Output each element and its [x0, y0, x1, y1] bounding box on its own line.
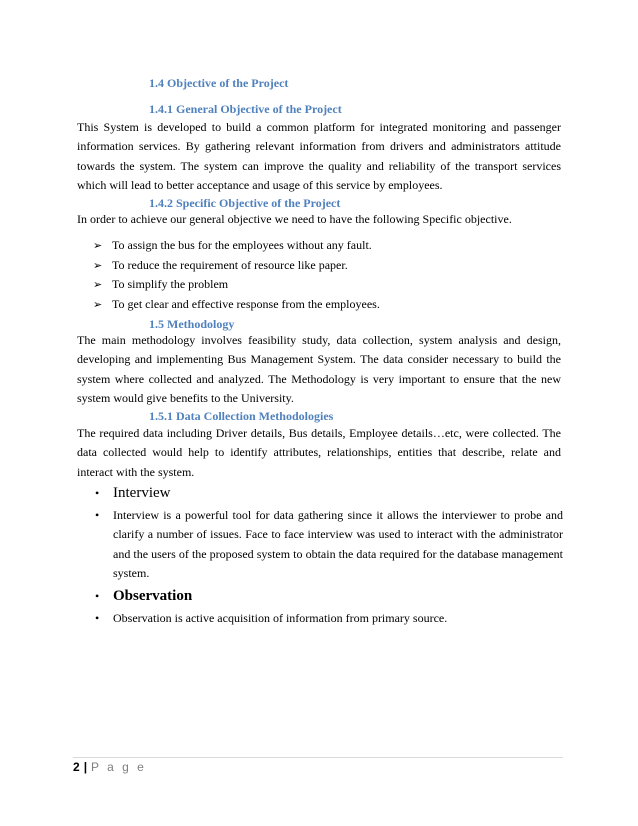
list-item: ➢ To reduce the requirement of resource like paper.: [93, 256, 380, 276]
list-item: ➢ To simplify the problem: [93, 275, 380, 295]
arrow-bullet-icon: ➢: [93, 278, 103, 291]
page-footer: [73, 760, 146, 774]
section-1-4-heading: 1.4 Objective of the Project: [149, 76, 289, 90]
bullet-dot-icon: •: [95, 508, 100, 522]
list-item: • Interview is a powerful tool for data gathering since it allows the interviewer to probe and clarify a number of issues. Face to face interview was used to interact with the administrator and the users of the proposed system to obtain the data required for the database management system.: [95, 508, 563, 581]
footer-separator: |: [83, 760, 88, 774]
section-1-4-1-heading: 1.4.1 General Objective of the Project: [149, 102, 342, 116]
arrow-bullet-icon: ➢: [93, 258, 103, 272]
arrow-bullet-icon: ➢: [93, 239, 103, 252]
data-collection-methods-list: [95, 484, 563, 631]
section-1-5-heading: 1.5 Methodology: [149, 317, 235, 331]
list-item: • Observation is active acquisition of information from primary source.: [95, 609, 563, 628]
list-item: • Observation: [95, 587, 193, 604]
footer-divider: [73, 757, 563, 758]
page-number: 2: [73, 760, 80, 774]
section-1-4-2-paragraph: In order to achieve our general objective we need to have the following Specific objective.: [77, 212, 512, 226]
section-1-5-1-paragraph: The required data including Driver details, Bus details, Employee details…etc, were collected. The data collected would help to identify attributes, relationships, entities that describe, relate and interact with the system.: [77, 426, 561, 479]
list-item: ➢ To assign the bus for the employees without any fault.: [93, 236, 380, 256]
section-1-4-1-paragraph: This System is developed to build a common platform for integrated monitoring and passenger information services. By gathering relevant information from drivers and administrators attitude towards the system. The system can improve the quality and reliability of the transport services which will lead to better acceptance and usage of this service by employees.: [77, 120, 561, 193]
section-1-4-2-heading: 1.4.2 Specific Objective of the Project: [149, 196, 341, 210]
bullet-dot-icon: •: [95, 588, 100, 603]
bullet-dot-icon: •: [95, 486, 100, 500]
page-label: P a g e: [91, 760, 147, 774]
section-1-5-1-heading: 1.5.1 Data Collection Methodologies: [149, 409, 334, 423]
bullet-dot-icon: •: [95, 610, 100, 625]
specific-objectives-list: [93, 236, 380, 314]
list-item: ➢ To get clear and effective response from the employees.: [93, 295, 380, 315]
arrow-bullet-icon: ➢: [93, 297, 103, 311]
list-item: • Interview: [95, 485, 171, 501]
section-1-5-paragraph: The main methodology involves feasibility study, data collection, system analysis and design, developing and implementing Bus Management System. The data consider necessary to build the system where collected and analyzed. The Methodology is very important to ensure that the new system would give benefits to the University.: [77, 333, 561, 406]
